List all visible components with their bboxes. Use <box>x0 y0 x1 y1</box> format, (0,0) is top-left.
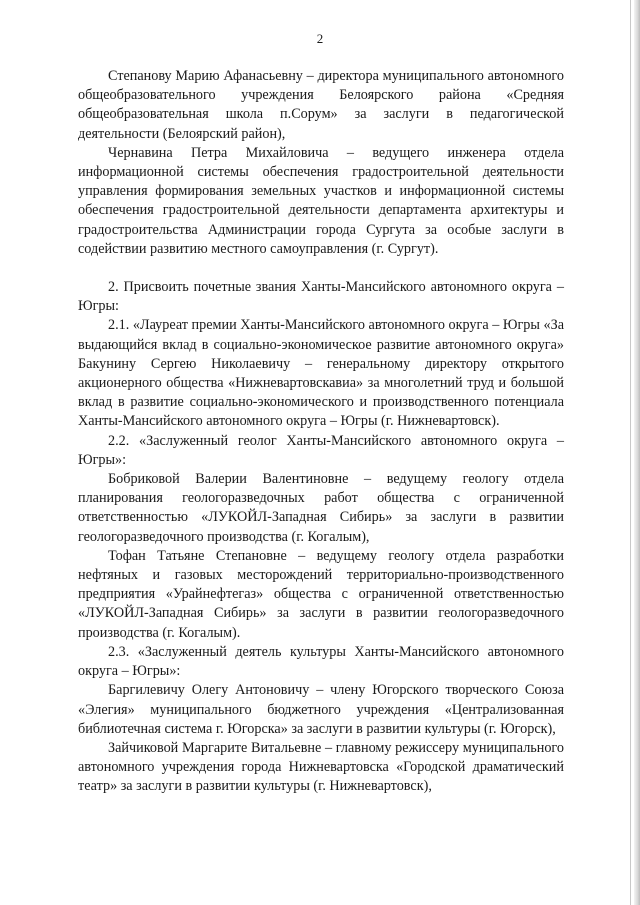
paragraph-2-3: 2.3. «Заслуженный деятель культуры Ханты-Мансийского автономного округа – Югры»: <box>78 643 564 680</box>
paragraph-chernavin: Чернавина Петра Михайловича – ведущего инженера отдела информационной системы обеспечения градостроительной деятельности управления формирования земельных участков и информационной системы обеспечения градостроительной деятельности департамента архитектуры и градостроительства Администрации города Сургута за особые заслуги в содействии развитию местного самоуправления (г. Сургут). <box>78 144 564 257</box>
section-spacer <box>78 259 564 278</box>
paragraph-stepanova: Степанову Марию Афанасьевну – директора муниципального автономного общеобразовательного учреждения Белоярского района «Средняя общеобразовательная школа п.Сорум» за заслуги в педагогической деятельности (Белоярский район), <box>78 68 564 142</box>
paragraph-bargilevich: Баргилевичу Олегу Антоновичу – члену Югорского творческого Союза «Элегия» муниципального бюджетного учреждения «Централизованная библиотечная система г. Югорска» за заслуги в развитии культуры (г. Югорск), <box>78 682 564 737</box>
scan-edge-shadow <box>634 0 640 905</box>
paragraph-bobrikova: Бобриковой Валерии Валентиновне – ведущему геологу отдела планирования геологоразведочных работ общества с ограниченной ответственностью «ЛУКОЙЛ-Западная Сибирь» за заслуги в развитии геологоразведочного производства (г. Когалым), <box>78 471 564 545</box>
paragraph-section-2: 2. Присвоить почетные звания Ханты-Мансийского автономного округа – Югры: <box>78 279 564 315</box>
paragraph-2-2: 2.2. «Заслуженный геолог Ханты-Мансийского автономного округа – Югры»: <box>78 432 564 468</box>
scan-edge-line <box>630 0 631 905</box>
page-number: 2 <box>316 31 324 46</box>
document-body <box>78 67 564 797</box>
paragraph-2-1: 2.1. «Лауреат премии Ханты-Мансийского автономного округа – Югры «За выдающийся вклад в социально-экономическое развитие автономного округа» Бакунину Сергею Николаевичу – генеральному директору открытого акционерного общества «Нижневартовскавиа» за многолетний труд и большой вклад в развитие социально-экономического и производственного потенциала Ханты-Мансийского автономного округа – Югры (г. Нижневартовск). <box>78 317 564 430</box>
paragraph-tofan: Тофан Татьяне Степановне – ведущему геологу отдела разработки нефтяных и газовых месторождений территориально-производственного предприятия «Урайнефтегаз» общества с ограниченной ответственностью «ЛУКОЙЛ-Западная Сибирь» за заслуги в развитии геологоразведочного производства (г. Когалым). <box>78 547 564 641</box>
paragraph-zaichikova: Зайчиковой Маргарите Витальевне – главному режиссеру муниципального автономного учреждения города Нижневартовска «Городской драматический театр» за заслуги в развитии культуры (г. Нижневартовск), <box>78 739 564 795</box>
